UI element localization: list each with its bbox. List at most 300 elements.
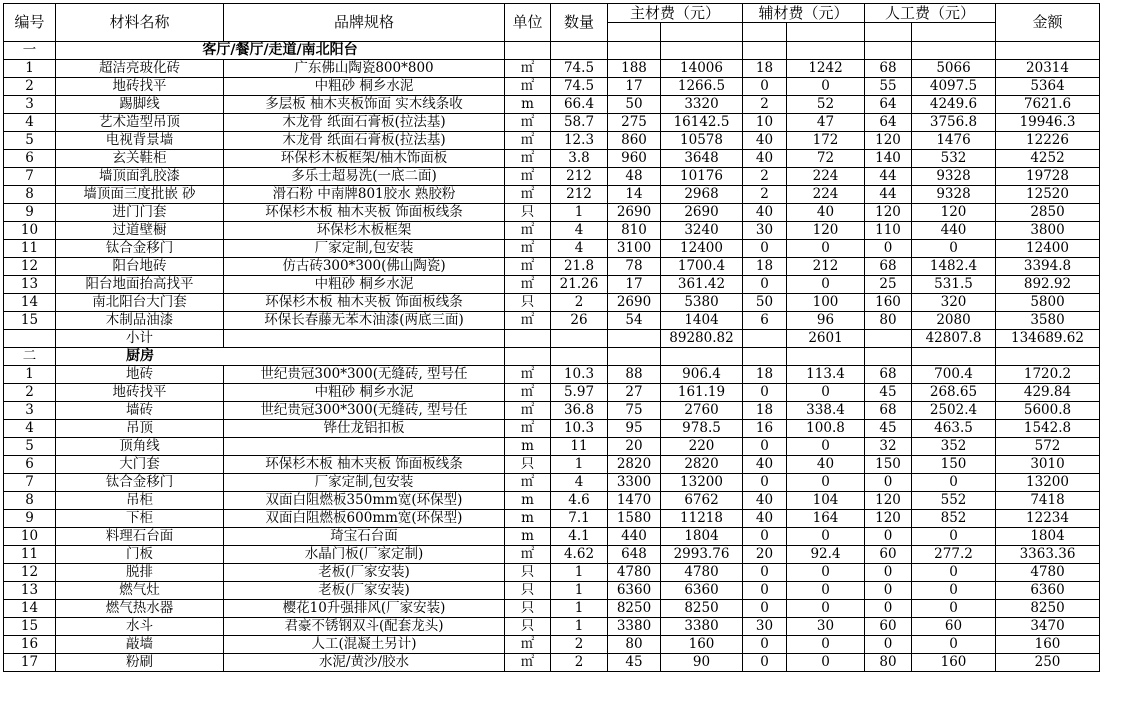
table-row bbox=[4, 420, 1100, 438]
cell-labor-total: 3756.8 bbox=[912, 114, 996, 132]
cell-main-price: 17 bbox=[608, 276, 661, 294]
cell-aux-price: 0 bbox=[743, 654, 787, 672]
cell-aux-total: 0 bbox=[787, 438, 865, 456]
cell-aux-price: 50 bbox=[743, 294, 787, 312]
table-row bbox=[4, 204, 1100, 222]
cell-brand: 滑石粉 中南牌801胶水 熟胶粉 bbox=[224, 186, 505, 204]
cell-qty: 11 bbox=[551, 438, 608, 456]
cell-material: 木制品油漆 bbox=[56, 312, 224, 330]
cell-brand bbox=[224, 438, 505, 456]
cell-no: 5 bbox=[4, 132, 56, 150]
cell-unit: ㎡ bbox=[505, 474, 551, 492]
cell-labor-price: 68 bbox=[865, 402, 912, 420]
cell-aux-total: 96 bbox=[787, 312, 865, 330]
cell-aux-total: 0 bbox=[787, 276, 865, 294]
cell-brand: 环保杉木板 柚木夹板 饰面板线条 bbox=[224, 204, 505, 222]
section-title: 厨房 bbox=[56, 348, 505, 366]
cell-main-price: 275 bbox=[608, 114, 661, 132]
cell-no: 14 bbox=[4, 294, 56, 312]
cell-brand: 世纪贵冠300*300(无缝砖, 型号任 bbox=[224, 366, 505, 384]
cell-labor-total: 150 bbox=[912, 456, 996, 474]
cell-main-total: 90 bbox=[661, 654, 743, 672]
cell-qty: 4.62 bbox=[551, 546, 608, 564]
header-material: 材料名称 bbox=[56, 4, 224, 42]
section-empty-cell bbox=[551, 42, 608, 60]
cell-no: 13 bbox=[4, 276, 56, 294]
cell-unit: 只 bbox=[505, 564, 551, 582]
cell-aux-total: 212 bbox=[787, 258, 865, 276]
table-row bbox=[4, 456, 1100, 474]
cell-amount: 12520 bbox=[996, 186, 1100, 204]
table-row bbox=[4, 312, 1100, 330]
cell-unit: ㎡ bbox=[505, 150, 551, 168]
cell-material: 吊顶 bbox=[56, 420, 224, 438]
section-empty-cell bbox=[551, 348, 608, 366]
cell-material: 地砖找平 bbox=[56, 384, 224, 402]
cell-material: 踢脚线 bbox=[56, 96, 224, 114]
cell-qty: 7.1 bbox=[551, 510, 608, 528]
cell-qty: 26 bbox=[551, 312, 608, 330]
cell-aux-price: 18 bbox=[743, 366, 787, 384]
cell-labor-total: 1482.4 bbox=[912, 258, 996, 276]
cell-material: 水斗 bbox=[56, 618, 224, 636]
cell-material: 超洁亮玻化砖 bbox=[56, 60, 224, 78]
cell-brand: 人工(混凝土另计) bbox=[224, 636, 505, 654]
cell-aux-total: 40 bbox=[787, 456, 865, 474]
cell-qty: 36.8 bbox=[551, 402, 608, 420]
cell-aux-price: 0 bbox=[743, 438, 787, 456]
cell-aux-price: 2 bbox=[743, 186, 787, 204]
cell-material: 燃气热水器 bbox=[56, 600, 224, 618]
cell-labor-price: 45 bbox=[865, 384, 912, 402]
cell-amount: 1542.8 bbox=[996, 420, 1100, 438]
cell-brand: 厂家定制,包安装 bbox=[224, 474, 505, 492]
cell-amount: 7418 bbox=[996, 492, 1100, 510]
header-labor-unit-price bbox=[865, 23, 912, 42]
cell-no: 16 bbox=[4, 636, 56, 654]
cell-no: 14 bbox=[4, 600, 56, 618]
cell-main-total: 12400 bbox=[661, 240, 743, 258]
cell-amount: 3470 bbox=[996, 618, 1100, 636]
header-no: 编号 bbox=[4, 4, 56, 42]
cell-aux-price: 40 bbox=[743, 150, 787, 168]
cell-material: 南北阳台大门套 bbox=[56, 294, 224, 312]
cell-unit: m bbox=[505, 96, 551, 114]
cell-amount: 250 bbox=[996, 654, 1100, 672]
cell-amount: 3800 bbox=[996, 222, 1100, 240]
cell-material: 钛合金移门 bbox=[56, 474, 224, 492]
table-row bbox=[4, 366, 1100, 384]
section-number: 一 bbox=[4, 42, 56, 60]
cell-material: 墙顶面三度批嵌 砂 bbox=[56, 186, 224, 204]
cell-aux-price: 0 bbox=[743, 474, 787, 492]
cell-material: 阳台地砖 bbox=[56, 258, 224, 276]
cell-material: 吊柜 bbox=[56, 492, 224, 510]
cell-labor-total: 268.65 bbox=[912, 384, 996, 402]
cell-labor-total: 2502.4 bbox=[912, 402, 996, 420]
cell-main-total: 6360 bbox=[661, 582, 743, 600]
cell-amount: 892.92 bbox=[996, 276, 1100, 294]
cell-brand bbox=[224, 330, 505, 348]
cell-main-price: 75 bbox=[608, 402, 661, 420]
cell-main-price: 78 bbox=[608, 258, 661, 276]
cell-unit: ㎡ bbox=[505, 276, 551, 294]
section-empty-cell bbox=[787, 348, 865, 366]
section-title: 客厅/餐厅/走道/南北阳台 bbox=[56, 42, 505, 60]
header-aux-subtotal bbox=[787, 23, 865, 42]
cell-labor-price: 80 bbox=[865, 312, 912, 330]
cell-labor-total: 531.5 bbox=[912, 276, 996, 294]
cell-aux-total: 30 bbox=[787, 618, 865, 636]
cell-labor-total: 0 bbox=[912, 240, 996, 258]
cell-aux-price: 20 bbox=[743, 546, 787, 564]
cell-no: 12 bbox=[4, 564, 56, 582]
cell-labor-total: 0 bbox=[912, 582, 996, 600]
budget-table bbox=[3, 3, 1100, 672]
cell-brand: 环保杉木板 柚木夹板 饰面板线条 bbox=[224, 456, 505, 474]
table-row bbox=[4, 240, 1100, 258]
table-row bbox=[4, 636, 1100, 654]
table-row bbox=[4, 654, 1100, 672]
cell-main-price: 54 bbox=[608, 312, 661, 330]
cell-main-total: 3648 bbox=[661, 150, 743, 168]
cell-unit: ㎡ bbox=[505, 384, 551, 402]
cell-labor-total: 5066 bbox=[912, 60, 996, 78]
cell-material: 墙砖 bbox=[56, 402, 224, 420]
cell-aux-total: 338.4 bbox=[787, 402, 865, 420]
cell-labor-total: 120 bbox=[912, 204, 996, 222]
cell-amount: 3394.8 bbox=[996, 258, 1100, 276]
cell-brand: 多乐士超易洗(一底二面) bbox=[224, 168, 505, 186]
cell-labor-total: 352 bbox=[912, 438, 996, 456]
cell-main-total: 5380 bbox=[661, 294, 743, 312]
cell-main-total: 3240 bbox=[661, 222, 743, 240]
table-row bbox=[4, 60, 1100, 78]
cell-aux-price: 30 bbox=[743, 222, 787, 240]
cell-main-price: 960 bbox=[608, 150, 661, 168]
section-empty-cell bbox=[661, 348, 743, 366]
cell-amount: 4252 bbox=[996, 150, 1100, 168]
table-row bbox=[4, 528, 1100, 546]
cell-amount: 12400 bbox=[996, 240, 1100, 258]
cell-brand: 中粗砂 桐乡水泥 bbox=[224, 384, 505, 402]
cell-aux-price: 0 bbox=[743, 528, 787, 546]
cell-unit bbox=[505, 330, 551, 348]
cell-material: 电视背景墙 bbox=[56, 132, 224, 150]
cell-main-price: 648 bbox=[608, 546, 661, 564]
cell-labor-price: 120 bbox=[865, 492, 912, 510]
cell-labor-price: 0 bbox=[865, 636, 912, 654]
cell-aux-price: 30 bbox=[743, 618, 787, 636]
cell-main-total: 10176 bbox=[661, 168, 743, 186]
cell-labor-total: 4097.5 bbox=[912, 78, 996, 96]
section-row bbox=[4, 348, 1100, 366]
cell-main-total: 89280.82 bbox=[661, 330, 743, 348]
section-empty-cell bbox=[743, 348, 787, 366]
cell-aux-total: 92.4 bbox=[787, 546, 865, 564]
cell-no: 10 bbox=[4, 222, 56, 240]
cell-brand: 君豪不锈钢双斗(配套龙头) bbox=[224, 618, 505, 636]
cell-aux-total: 47 bbox=[787, 114, 865, 132]
table-row bbox=[4, 564, 1100, 582]
cell-unit: ㎡ bbox=[505, 240, 551, 258]
cell-no: 2 bbox=[4, 384, 56, 402]
cell-qty: 1 bbox=[551, 456, 608, 474]
cell-unit: 只 bbox=[505, 456, 551, 474]
cell-material: 下柜 bbox=[56, 510, 224, 528]
cell-unit: m bbox=[505, 492, 551, 510]
cell-qty: 2 bbox=[551, 294, 608, 312]
header-unit: 单位 bbox=[505, 4, 551, 42]
cell-qty: 1 bbox=[551, 600, 608, 618]
cell-labor-price: 25 bbox=[865, 276, 912, 294]
cell-no: 17 bbox=[4, 654, 56, 672]
cell-no: 7 bbox=[4, 474, 56, 492]
cell-material: 敲墙 bbox=[56, 636, 224, 654]
table-row bbox=[4, 474, 1100, 492]
cell-unit: ㎡ bbox=[505, 654, 551, 672]
cell-unit: ㎡ bbox=[505, 132, 551, 150]
cell-labor-total: 9328 bbox=[912, 186, 996, 204]
cell-aux-price: 0 bbox=[743, 276, 787, 294]
cell-aux-price: 40 bbox=[743, 132, 787, 150]
header-labor-subtotal bbox=[912, 23, 996, 42]
cell-aux-total: 0 bbox=[787, 564, 865, 582]
cell-main-total: 3320 bbox=[661, 96, 743, 114]
cell-aux-price: 0 bbox=[743, 384, 787, 402]
cell-material: 顶角线 bbox=[56, 438, 224, 456]
table-row bbox=[4, 114, 1100, 132]
cell-main-total: 906.4 bbox=[661, 366, 743, 384]
cell-qty: 4.6 bbox=[551, 492, 608, 510]
cell-no: 12 bbox=[4, 258, 56, 276]
cell-main-price: 27 bbox=[608, 384, 661, 402]
cell-brand: 老板(厂家安装) bbox=[224, 564, 505, 582]
cell-aux-total: 0 bbox=[787, 582, 865, 600]
cell-material: 地砖找平 bbox=[56, 78, 224, 96]
table-row bbox=[4, 600, 1100, 618]
cell-aux-total: 0 bbox=[787, 528, 865, 546]
cell-aux-total: 0 bbox=[787, 636, 865, 654]
cell-labor-price: 0 bbox=[865, 600, 912, 618]
cell-labor-total: 0 bbox=[912, 564, 996, 582]
cell-main-price: 4780 bbox=[608, 564, 661, 582]
cell-aux-total: 0 bbox=[787, 240, 865, 258]
cell-labor-total: 0 bbox=[912, 636, 996, 654]
cell-amount: 3010 bbox=[996, 456, 1100, 474]
cell-labor-price: 0 bbox=[865, 474, 912, 492]
cell-no: 4 bbox=[4, 420, 56, 438]
cell-labor-total: 0 bbox=[912, 600, 996, 618]
cell-aux-total: 0 bbox=[787, 474, 865, 492]
table-row bbox=[4, 618, 1100, 636]
cell-material: 钛合金移门 bbox=[56, 240, 224, 258]
cell-aux-price: 10 bbox=[743, 114, 787, 132]
cell-main-total: 2690 bbox=[661, 204, 743, 222]
cell-labor-price: 60 bbox=[865, 618, 912, 636]
cell-qty bbox=[551, 330, 608, 348]
cell-material: 燃气灶 bbox=[56, 582, 224, 600]
cell-aux-price: 0 bbox=[743, 582, 787, 600]
cell-unit: ㎡ bbox=[505, 636, 551, 654]
cell-no: 7 bbox=[4, 168, 56, 186]
cell-amount: 3363.36 bbox=[996, 546, 1100, 564]
cell-labor-total: 4249.6 bbox=[912, 96, 996, 114]
cell-qty: 1 bbox=[551, 582, 608, 600]
cell-labor-total: 552 bbox=[912, 492, 996, 510]
cell-main-total: 10578 bbox=[661, 132, 743, 150]
cell-aux-total: 224 bbox=[787, 186, 865, 204]
table-row bbox=[4, 168, 1100, 186]
cell-labor-price: 0 bbox=[865, 528, 912, 546]
cell-brand: 樱花10升强排风(厂家安装) bbox=[224, 600, 505, 618]
cell-no: 11 bbox=[4, 546, 56, 564]
cell-brand: 中粗砂 桐乡水泥 bbox=[224, 78, 505, 96]
section-empty-cell bbox=[787, 42, 865, 60]
cell-qty: 1 bbox=[551, 204, 608, 222]
cell-no: 3 bbox=[4, 402, 56, 420]
cell-main-total: 11218 bbox=[661, 510, 743, 528]
table-row bbox=[4, 132, 1100, 150]
cell-material: 小计 bbox=[56, 330, 224, 348]
cell-qty: 5.97 bbox=[551, 384, 608, 402]
cell-material: 脱排 bbox=[56, 564, 224, 582]
cell-unit: ㎡ bbox=[505, 78, 551, 96]
cell-brand: 双面白阻燃板350mm宽(环保型) bbox=[224, 492, 505, 510]
cell-main-price: 440 bbox=[608, 528, 661, 546]
cell-aux-price: 40 bbox=[743, 510, 787, 528]
cell-aux-total: 1242 bbox=[787, 60, 865, 78]
cell-material: 艺术造型吊顶 bbox=[56, 114, 224, 132]
cell-aux-price: 2 bbox=[743, 168, 787, 186]
cell-amount: 2850 bbox=[996, 204, 1100, 222]
cell-qty: 2 bbox=[551, 654, 608, 672]
cell-aux-price: 40 bbox=[743, 492, 787, 510]
cell-aux-total: 72 bbox=[787, 150, 865, 168]
cell-main-total: 2993.76 bbox=[661, 546, 743, 564]
cell-labor-price: 150 bbox=[865, 456, 912, 474]
table-row bbox=[4, 546, 1100, 564]
header-amount: 金额 bbox=[996, 4, 1100, 42]
cell-brand: 多层板 柚木夹板饰面 实木线条收 bbox=[224, 96, 505, 114]
cell-main-total: 978.5 bbox=[661, 420, 743, 438]
cell-main-price: 3300 bbox=[608, 474, 661, 492]
header-main-unit-price bbox=[608, 23, 661, 42]
cell-labor-price: 44 bbox=[865, 168, 912, 186]
cell-aux-total: 120 bbox=[787, 222, 865, 240]
cell-main-price: 3380 bbox=[608, 618, 661, 636]
cell-main-total: 16142.5 bbox=[661, 114, 743, 132]
cell-aux-price: 2 bbox=[743, 96, 787, 114]
header-aux-cost: 辅材费（元） bbox=[743, 4, 865, 23]
cell-qty: 10.3 bbox=[551, 420, 608, 438]
cell-labor-price: 68 bbox=[865, 258, 912, 276]
cell-labor-price: 80 bbox=[865, 654, 912, 672]
cell-material: 粉刷 bbox=[56, 654, 224, 672]
cell-qty: 21.26 bbox=[551, 276, 608, 294]
cell-no bbox=[4, 330, 56, 348]
table-row bbox=[4, 276, 1100, 294]
cell-main-price: 2690 bbox=[608, 204, 661, 222]
cell-main-total: 4780 bbox=[661, 564, 743, 582]
cell-qty: 1 bbox=[551, 564, 608, 582]
cell-main-price: 6360 bbox=[608, 582, 661, 600]
cell-material: 地砖 bbox=[56, 366, 224, 384]
cell-amount: 1720.2 bbox=[996, 366, 1100, 384]
section-empty-cell bbox=[865, 348, 912, 366]
section-empty-cell bbox=[912, 42, 996, 60]
cell-main-total: 2820 bbox=[661, 456, 743, 474]
cell-main-total: 160 bbox=[661, 636, 743, 654]
cell-qty: 66.4 bbox=[551, 96, 608, 114]
cell-aux-total: 104 bbox=[787, 492, 865, 510]
cell-main-price: 17 bbox=[608, 78, 661, 96]
cell-main-total: 3380 bbox=[661, 618, 743, 636]
cell-aux-total: 172 bbox=[787, 132, 865, 150]
cell-no: 5 bbox=[4, 438, 56, 456]
cell-unit: ㎡ bbox=[505, 258, 551, 276]
cell-brand: 环保杉木板框架/柚木饰面板 bbox=[224, 150, 505, 168]
cell-labor-total: 532 bbox=[912, 150, 996, 168]
cell-brand: 环保长春藤无苯木油漆(两底三面) bbox=[224, 312, 505, 330]
cell-main-price: 3100 bbox=[608, 240, 661, 258]
section-empty-cell bbox=[996, 348, 1100, 366]
cell-unit: ㎡ bbox=[505, 420, 551, 438]
cell-unit: 只 bbox=[505, 582, 551, 600]
cell-no: 3 bbox=[4, 96, 56, 114]
cell-main-total: 161.19 bbox=[661, 384, 743, 402]
cell-brand: 中粗砂 桐乡水泥 bbox=[224, 276, 505, 294]
cell-aux-price: 40 bbox=[743, 204, 787, 222]
cell-qty: 4 bbox=[551, 474, 608, 492]
cell-unit: ㎡ bbox=[505, 168, 551, 186]
cell-labor-price: 0 bbox=[865, 240, 912, 258]
header-main-subtotal bbox=[661, 23, 743, 42]
cell-no: 9 bbox=[4, 510, 56, 528]
cell-labor-total: 463.5 bbox=[912, 420, 996, 438]
cell-main-price: 1580 bbox=[608, 510, 661, 528]
cell-amount: 19728 bbox=[996, 168, 1100, 186]
table-row bbox=[4, 150, 1100, 168]
cell-labor-price: 44 bbox=[865, 186, 912, 204]
cell-unit: ㎡ bbox=[505, 114, 551, 132]
cell-labor-total: 440 bbox=[912, 222, 996, 240]
cell-unit: ㎡ bbox=[505, 546, 551, 564]
cell-unit: ㎡ bbox=[505, 312, 551, 330]
cell-amount: 3580 bbox=[996, 312, 1100, 330]
cell-unit: 只 bbox=[505, 204, 551, 222]
cell-aux-price: 0 bbox=[743, 636, 787, 654]
cell-labor-total: 852 bbox=[912, 510, 996, 528]
cell-material: 过道壁橱 bbox=[56, 222, 224, 240]
cell-main-total: 1700.4 bbox=[661, 258, 743, 276]
cell-labor-price: 120 bbox=[865, 204, 912, 222]
table-row bbox=[4, 510, 1100, 528]
cell-labor-price bbox=[865, 330, 912, 348]
cell-labor-price: 64 bbox=[865, 114, 912, 132]
cell-main-price: 95 bbox=[608, 420, 661, 438]
table-row bbox=[4, 438, 1100, 456]
cell-aux-price: 18 bbox=[743, 402, 787, 420]
cell-material: 阳台地面抬高找平 bbox=[56, 276, 224, 294]
cell-material: 料理石台面 bbox=[56, 528, 224, 546]
cell-no: 1 bbox=[4, 60, 56, 78]
cell-main-total: 13200 bbox=[661, 474, 743, 492]
cell-no: 9 bbox=[4, 204, 56, 222]
cell-brand: 琦宝石台面 bbox=[224, 528, 505, 546]
header-main-cost: 主材费（元） bbox=[608, 4, 743, 23]
table-row bbox=[4, 96, 1100, 114]
